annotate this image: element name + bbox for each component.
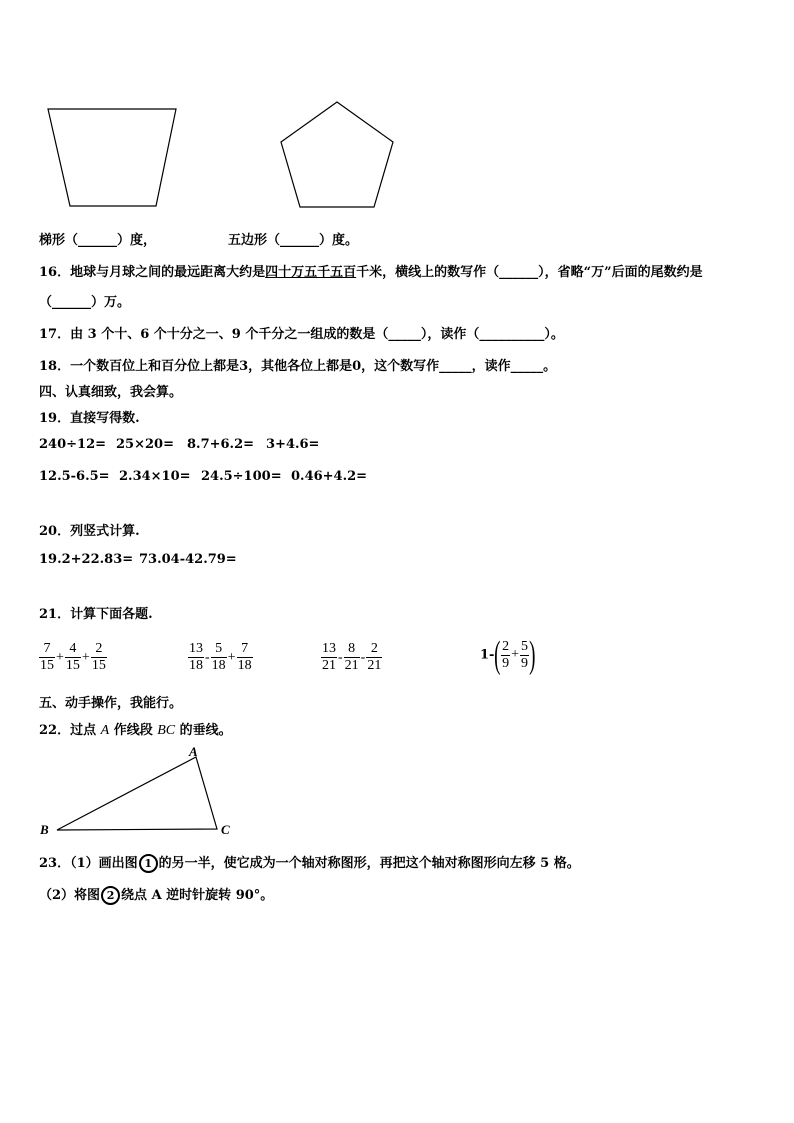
- label-a: A: [189, 744, 198, 759]
- section-5-title: 五、动手操作，我能行。: [39, 696, 183, 711]
- circled-number-2: 2: [101, 886, 120, 905]
- q15-figures: [0, 0, 794, 220]
- triangle-abc: [57, 757, 217, 830]
- q19-item: 3+4.6=: [266, 437, 320, 452]
- q19-item: 240÷12=: [39, 437, 107, 452]
- pentagon-shape: [281, 102, 393, 207]
- q20-item: 73.04-42.79=: [139, 552, 237, 567]
- q19-row-2: [39, 469, 367, 484]
- question-17: 17．由 3 个十、6 个十分之一、9 个千分之一组成的数是（_____），读作（__________）。: [39, 327, 564, 342]
- trapezoid-shape: [48, 109, 176, 206]
- q19-item: 25×20=: [116, 437, 174, 452]
- fraction: $\frac{8}{21}$: [344, 641, 359, 673]
- q20-item: 19.2+22.83=: [39, 552, 134, 567]
- q21-expression-2: $\frac{13}{18}$ - $\frac{5}{18}$ + $\frac{7}{18}$: [189, 641, 252, 673]
- fraction: $\frac{2}{9}$: [502, 638, 510, 671]
- label-c: C: [221, 822, 230, 837]
- q22-triangle-figure: [0, 740, 300, 840]
- q19-item: 2.34×10=: [119, 469, 191, 484]
- fraction: $\frac{2}{21}$: [367, 641, 382, 673]
- fraction: $\frac{5}{18}$: [211, 641, 226, 673]
- label-b: B: [40, 822, 49, 837]
- q21-expression-3: $\frac{13}{21}$ - $\frac{8}{21}$ - $\frac{2}{21}$: [322, 641, 382, 673]
- circled-number-1: 1: [139, 854, 158, 873]
- fraction: $\frac{13}{18}$: [189, 641, 203, 673]
- question-16: [39, 261, 703, 280]
- question-23-part-2: （2）将图 2 绕点 A 逆时针旋转 90°。: [39, 888, 274, 903]
- q16-number: 16．: [39, 265, 71, 280]
- q19-item: 12.5-6.5=: [39, 469, 110, 484]
- q21-expression-4: 1-( $\frac{2}{9}$ + $\frac{5}{9}$ ): [480, 634, 536, 676]
- fraction: $\frac{7}{18}$: [237, 641, 252, 673]
- q20-title: 20．列竖式计算.: [39, 524, 140, 539]
- q21-title: 21．计算下面各题.: [39, 607, 153, 622]
- q16-text-a: 地球与月球之间的最远距离大约是: [70, 265, 266, 280]
- q16-underlined-number: 四十万五千五百: [265, 265, 357, 280]
- q19-row-1: [39, 437, 319, 452]
- question-23-part-1: 23．（1）画出图 1 的另一半，使它成为一个轴对称图形，再把这个轴对称图形向左移 5 格。: [39, 856, 580, 871]
- question-22: 22．过点 A 作线段 BC 的垂线。: [39, 723, 232, 738]
- fraction: $\frac{13}{21}$: [322, 641, 336, 673]
- fraction: $\frac{4}{15}$: [65, 641, 80, 673]
- q16-text-b: 千米，横线上的数写作（______），省略“万”后面的尾数约是: [356, 265, 703, 280]
- q19-item: 8.7+6.2=: [187, 437, 255, 452]
- section-4-title: 四、认真细致，我会算。: [39, 385, 183, 400]
- q16-line2: （______）万。: [39, 295, 131, 310]
- q19-item: 0.46+4.2=: [291, 469, 368, 484]
- fraction: $\frac{5}{9}$: [521, 638, 529, 671]
- pentagon-angle-blank: 五边形（______）度。: [228, 233, 359, 248]
- q19-title: 19．直接写得数.: [39, 411, 140, 426]
- q21-expression-1: $\frac{7}{15}$ + $\frac{4}{15}$ + $\frac{2}{15}$: [40, 641, 106, 673]
- question-18: 18．一个数百位上和百分位上都是3，其他各位上都是0，这个数写作_____，读作_____。: [39, 359, 557, 374]
- trapezoid-angle-blank: 梯形（______）度，: [39, 233, 157, 248]
- q20-items: [39, 552, 237, 567]
- fraction: $\frac{2}{15}$: [91, 641, 106, 673]
- fraction: $\frac{7}{15}$: [40, 641, 54, 673]
- q19-item: 24.5÷100=: [201, 469, 282, 484]
